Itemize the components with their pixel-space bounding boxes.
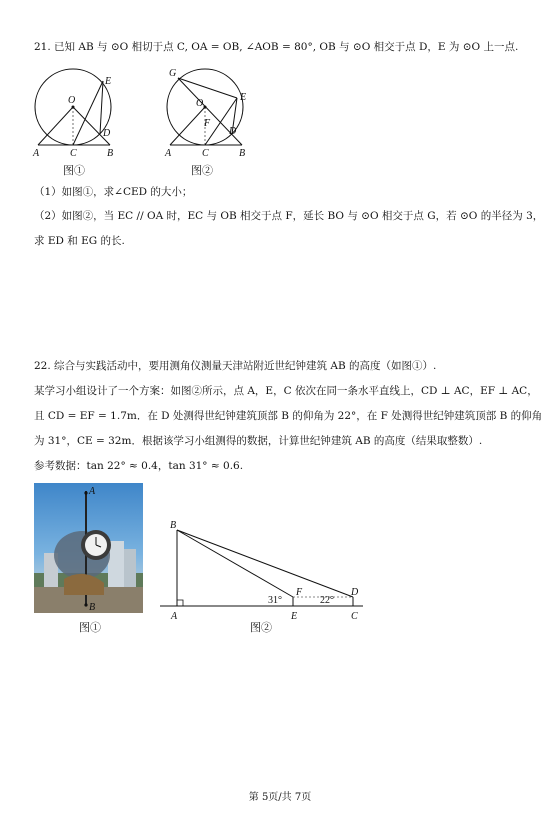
label-F: F <box>204 118 211 129</box>
label-D: D <box>229 126 237 137</box>
label-C: C <box>202 148 209 159</box>
photo-label-B: B <box>89 602 96 613</box>
label-B: B <box>107 148 114 159</box>
label-G: G <box>169 68 177 79</box>
q22-stem-line3: 且 CD = EF = 1.7m．在 D 处测得世纪钟建筑顶部 B 的仰角为 22°，在 F 处测得世纪钟建筑顶部 B 的仰角 <box>34 410 543 422</box>
q22-reference-data: 参考数据：tan 22° ≈ 0.4，tan 31° ≈ 0.6. <box>34 460 244 472</box>
page-footer: 第 5页/共 7页 <box>248 792 312 803</box>
label-B: B <box>239 148 246 159</box>
q22-stem-line2: 某学习小组设计了一个方案：如图②所示，点 A，E，C 依次在同一条水平直线上，CD ⊥ AC，EF ⊥ AC， <box>34 385 538 397</box>
q21-fig2-caption: 图② <box>191 164 213 177</box>
label-E: E <box>105 76 112 87</box>
q21-part2-line1: （2）如图②，当 EC // OA 时，EC 与 OB 相交于点 F，延长 BO 与 ⊙O 相交于点 G，若 ⊙O 的半径为 3， <box>34 210 544 222</box>
label-C: C <box>351 611 358 622</box>
q21-figure-1 <box>28 62 128 160</box>
label-D: D <box>351 587 359 598</box>
label-O: O <box>68 95 76 106</box>
label-A: A <box>33 148 40 159</box>
q22-stem-line4: 为 31°，CE = 32m．根据该学习小组测得的数据，计算世纪钟建筑 AB 的高度（结果取整数）. <box>34 435 483 447</box>
q21-part1: （1）如图①，求∠CED 的大小； <box>34 186 193 198</box>
label-A: A <box>171 611 178 622</box>
label-O: O <box>196 98 204 109</box>
angle-22-label: 22° <box>320 595 334 606</box>
label-D: D <box>103 128 111 139</box>
label-E: E <box>291 611 298 622</box>
label-E: E <box>240 92 247 103</box>
q22-stem-line1: 22. 综合与实践活动中，要用测角仪测量天津站附近世纪钟建筑 AB 的高度（如图①）. <box>34 360 437 372</box>
q22-figure-2 <box>158 515 368 625</box>
q22-fig1-caption: 图① <box>79 621 101 634</box>
q21-stem: 21. 已知 AB 与 ⊙O 相切于点 C, OA = OB, ∠AOB = 80°, OB 与 ⊙O 相交于点 D，E 为 ⊙O 上一点. <box>34 41 519 53</box>
q21-figure-2 <box>160 62 260 160</box>
angle-31-label: 31° <box>268 595 282 606</box>
label-A: A <box>165 148 172 159</box>
label-F: F <box>296 587 303 598</box>
photo-label-A: A <box>89 486 96 497</box>
q21-fig1-caption: 图① <box>63 164 85 177</box>
label-C: C <box>70 148 77 159</box>
clock-tower-photo <box>34 483 143 613</box>
label-B: B <box>170 520 177 531</box>
q21-part2-line2: 求 ED 和 EG 的长. <box>34 235 125 247</box>
q22-fig2-caption: 图② <box>250 621 272 634</box>
